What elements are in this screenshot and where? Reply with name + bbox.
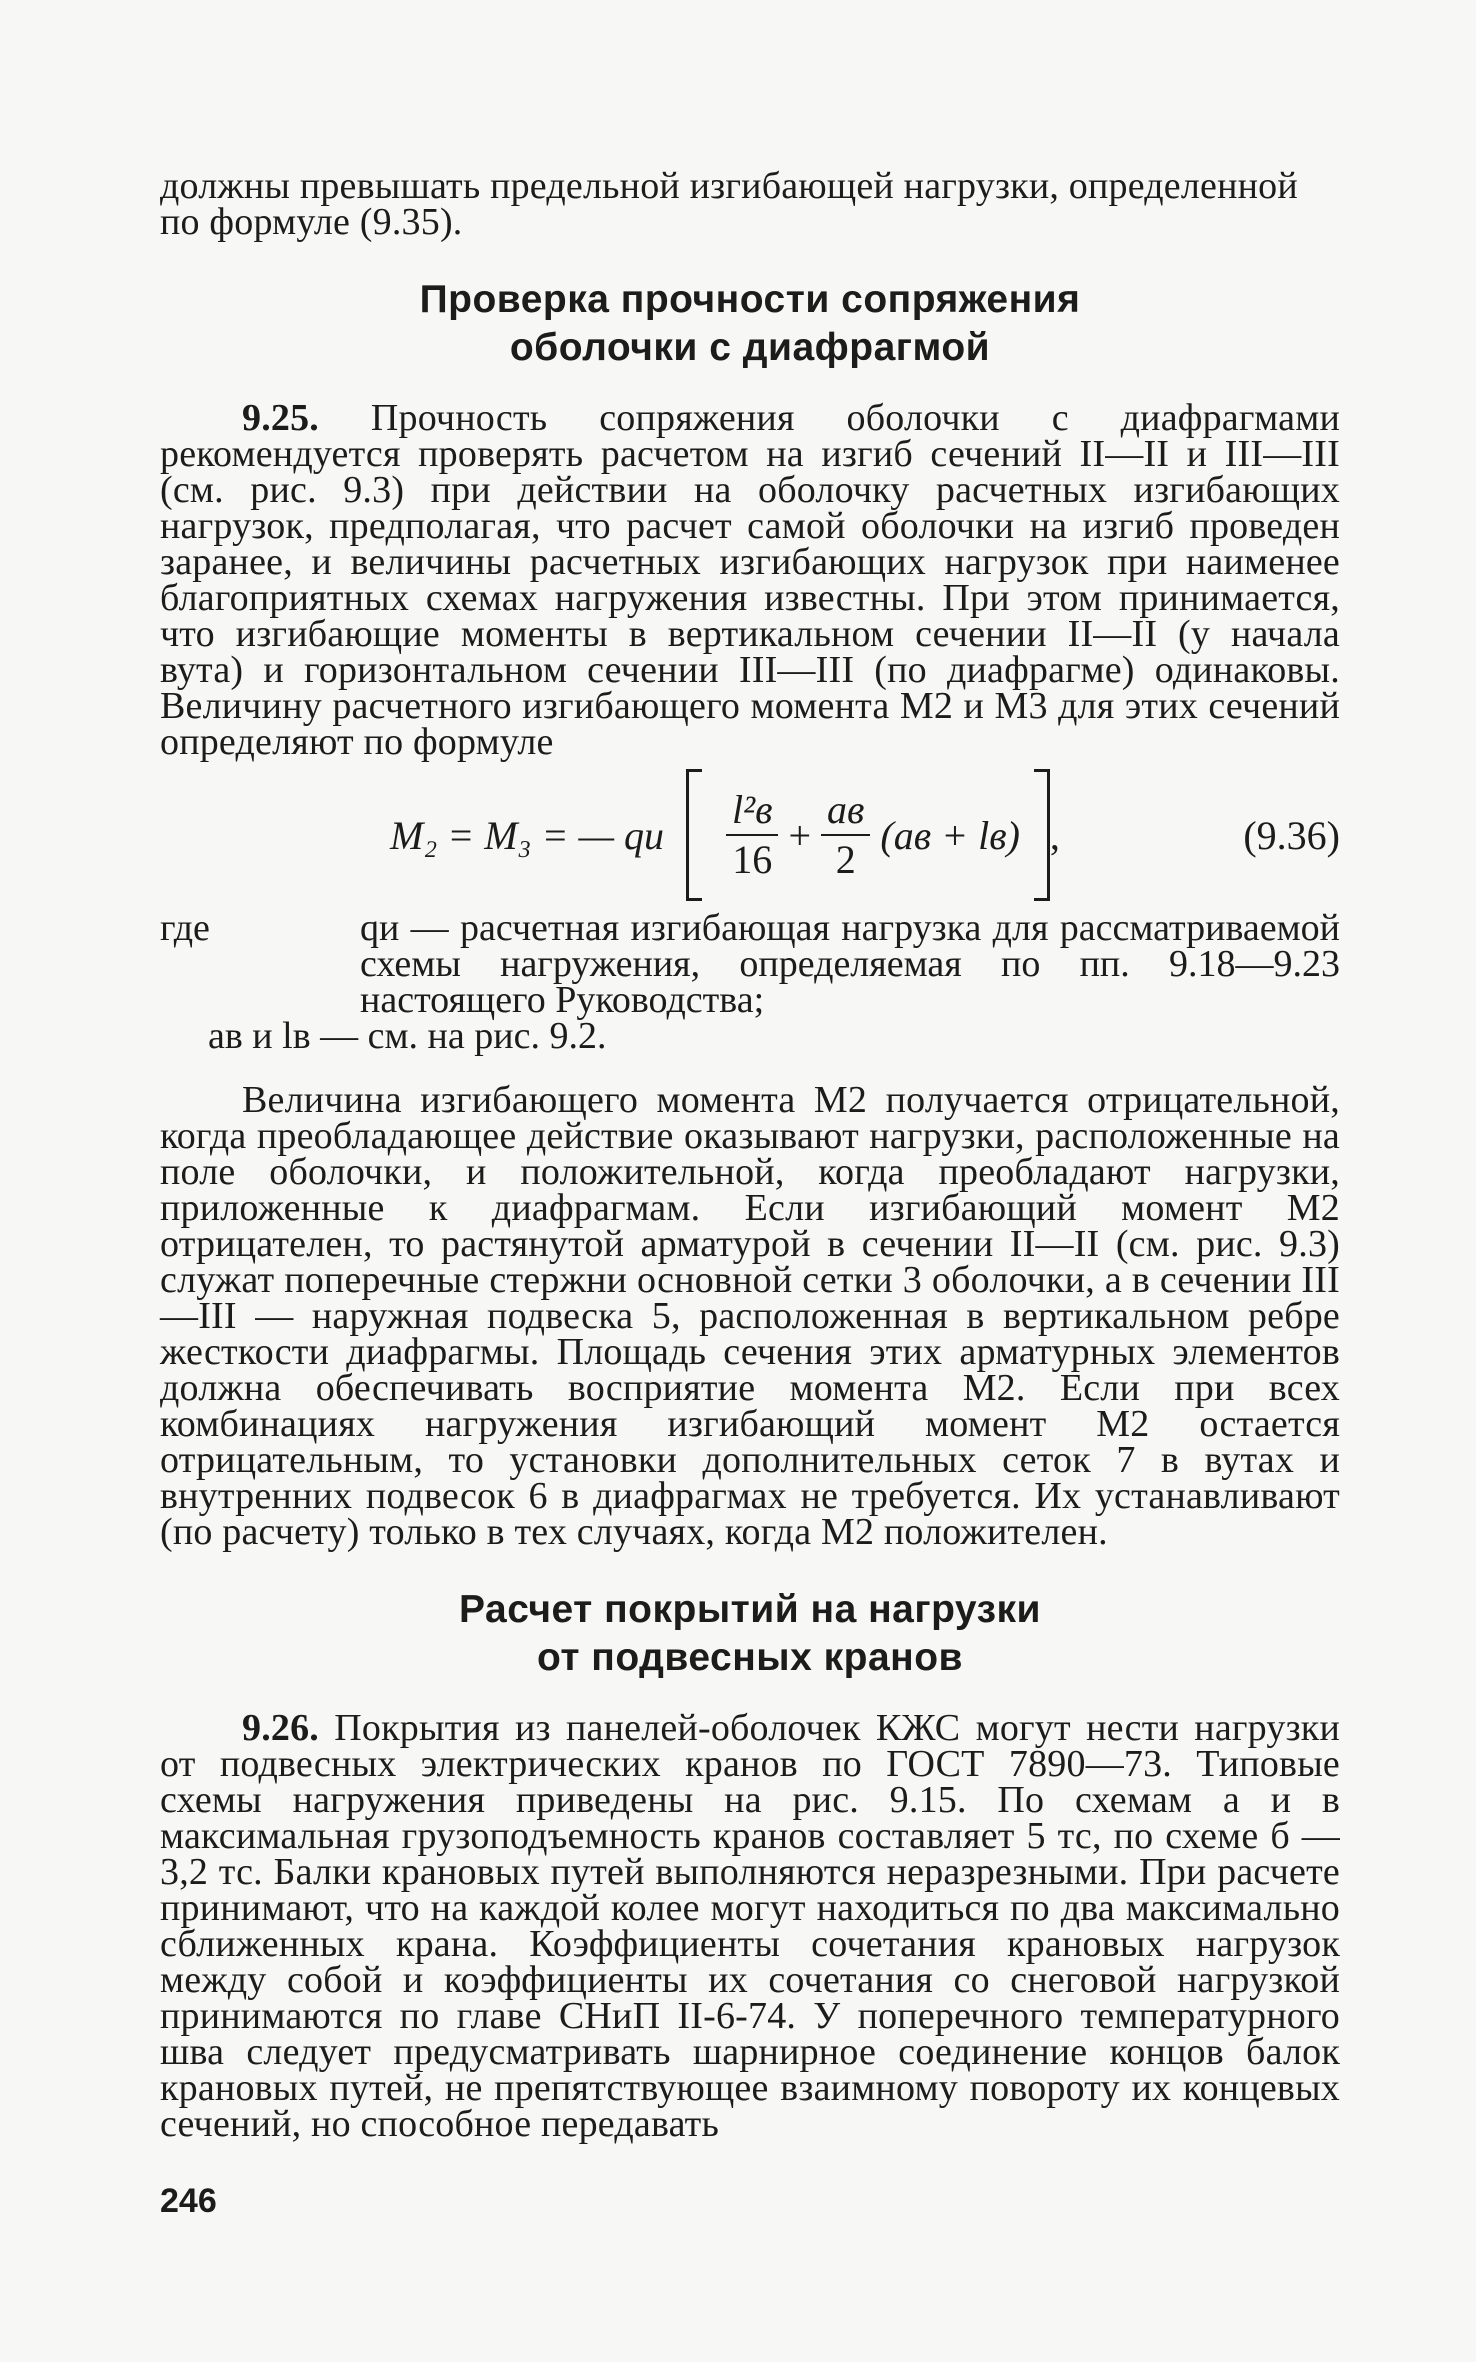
- where-definition-1: qи — расчетная изгибающая нагрузка для рассматриваемой схемы нагружения, определяемая по пп. 9.18—9.23 настоящего Руководства;: [360, 907, 1340, 1021]
- intro-line-1: должны превышать предельной изгибающей нагрузки, определенной: [160, 165, 1298, 207]
- section-heading-1: [160, 276, 1340, 372]
- right-bracket: [1034, 769, 1050, 901]
- fraction-1-numerator: l²в: [726, 786, 778, 836]
- page-number: 246: [160, 2182, 217, 2220]
- section-heading-2-line-1: Расчет покрытий на нагрузки: [459, 1588, 1041, 1631]
- where-block: [160, 907, 1340, 1057]
- formula-body: [390, 760, 1060, 910]
- paragraph-9-26: [160, 1707, 1340, 2145]
- where-definition-2: aв и lв — см. на рис. 9.2.: [208, 1015, 607, 1057]
- paragraph-number: 9.25.: [242, 397, 319, 439]
- paragraph-number: 9.26.: [242, 1707, 319, 1749]
- paragraph-text: Покрытия из панелей-оболочек КЖС могут нести нагрузки от подвесных электрических кранов по ГОСТ 7890—73. Типовые схемы нагружения приведены на рис. 9.15. По схемам а и в максимальная грузоподъемность кранов составляет 5 тс, по схеме б — 3,2 тс. Балки крановых путей выполняются неразрезными. При расчете принимают, что на каждой колее могут находиться по два максимально сближенных крана. Коэффициенты сочетания крановых нагрузок между собой и коэффициенты их сочетания со снеговой нагрузкой принимаются по главе СНиП II-6-74. У поперечного температурного шва следует предусматривать шарнирное соединение концов балок крановых путей, не препятствующее взаимному повороту их концевых сечений, но способное передавать: [160, 1707, 1340, 2145]
- formula-comma: ,: [1049, 812, 1060, 858]
- section-heading-2: [160, 1586, 1340, 1682]
- fraction-2: [821, 786, 870, 884]
- page-content: [160, 165, 1340, 2221]
- fraction-2-numerator: aв: [821, 786, 870, 836]
- formula-9-36: [160, 760, 1340, 910]
- fraction-1: [726, 786, 778, 884]
- paragraph-moment: Величина изгибающего момента M2 получается отрицательной, когда преобладающее действие оказывают нагрузки, расположенные на поле оболочки, и положительной, когда преобладают нагрузки, приложенные к диафрагмам. Если изгибающий момент M2 отрицателен, то растянутой арматурой в сечении II—II (см. рис. 9.3) служат поперечные стержни основной сетки 3 оболочки, а в сечении III—III — наружная подвеска 5, расположенная в вертикальном ребре жесткости диафрагмы. Площадь сечения этих арматурных элементов должна обеспечивать восприятие момента M2. Если при всех комбинациях нагружения изгибающий момент M2 остается отрицательным, то установки дополнительных сеток 7 в вутах и внутренних подвесок 6 в диафрагмах не требуется. Их устанавливают (по расчету) только в тех случаях, когда M2 положителен.: [160, 1079, 1340, 1553]
- paragraph-9-25: [160, 397, 1340, 763]
- section-heading-1-line-2: оболочки с диафрагмой: [509, 326, 991, 369]
- section-heading-1-line-1: Проверка прочности сопряжения: [419, 278, 1081, 321]
- fraction-1-denominator: 16: [732, 837, 773, 882]
- equation-number: (9.36): [1243, 813, 1340, 858]
- where-label: где: [160, 907, 210, 949]
- formula-plus: +: [788, 812, 812, 858]
- fraction-2-denominator: 2: [835, 837, 856, 882]
- paragraph-text: Прочность сопряжения оболочки с диафрагмами рекомендуется проверять расчетом на изгиб сечений II—II и III—III (см. рис. 9.3) при действии на оболочку расчетных изгибающих нагрузок, предполагая, что расчет самой оболочки на изгиб проведен заранее, и величины расчетных изгибающих нагрузок при наименее благоприятных схемах нагружения известны. При этом принимается, что изгибающие моменты в вертикальном сечении II—II (у начала вута) и горизонтальном сечении III—III (по диафрагме) одинаковы. Величину расчетного изгибающего момента M2 и M3 для этих сечений определяют по формуле: [160, 397, 1340, 763]
- left-bracket: [686, 769, 702, 901]
- intro-line-2: по формуле (9.35).: [160, 201, 463, 243]
- section-heading-2-line-2: от подвесных кранов: [536, 1636, 963, 1679]
- formula-tail: (aв + lв): [880, 812, 1020, 858]
- formula-lhs: M₂ = M₃ = — qи: [390, 812, 665, 858]
